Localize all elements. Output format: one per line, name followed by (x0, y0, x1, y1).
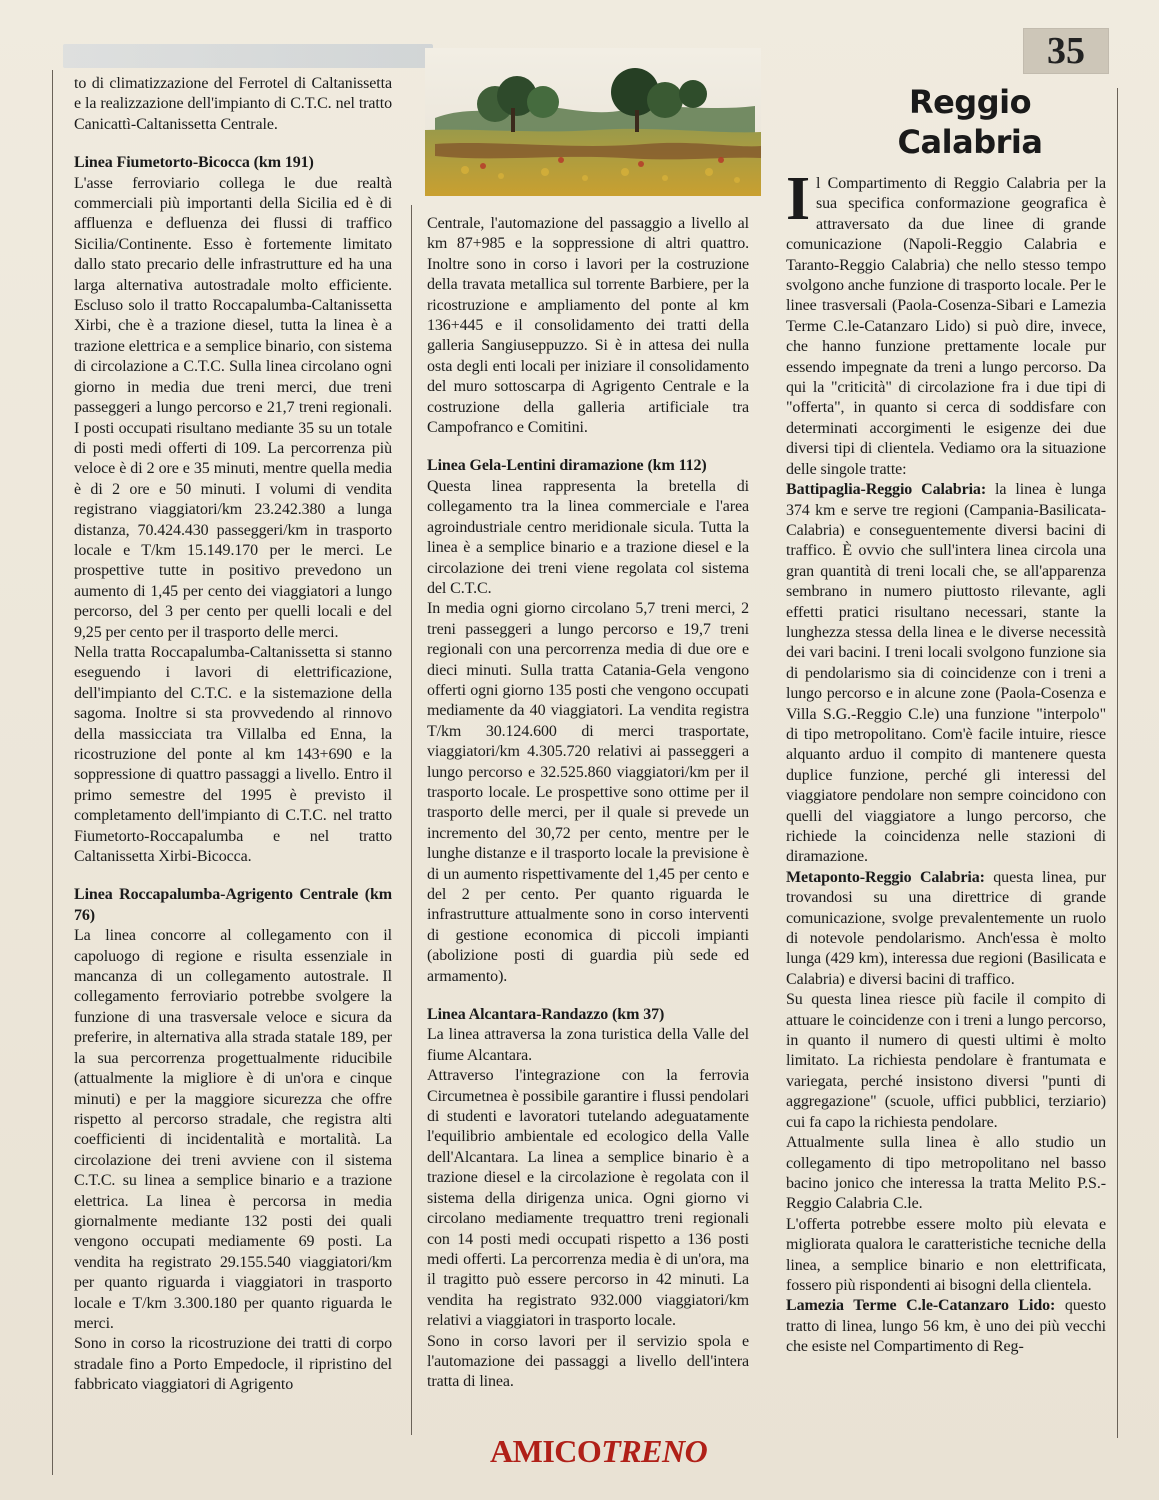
page-number: 35 (1023, 28, 1109, 74)
alcantara-paragraph-3: Sono in corso lavori per il servizio spola e l'automazione dei passaggi a livello dell'intera tratta di linea. (427, 1332, 749, 1391)
metaponto-paragraph (786, 868, 1106, 990)
magazine-brand (490, 1433, 708, 1470)
metaponto-paragraph-2: Su questa linea riesce più facile il compito di attuare le coincidenze con i treni a lungo percorso, in quanto il numero di questi ultimi è molto limitato. La richiesta pendolare è frantumata e variegata, perché insistono diversi "punti di aggregazione" (scuole, uffici pubblici, terziario) cui fa capo la richiesta pendolare. (786, 991, 1106, 1131)
roccapalumba-paragraph-1: La linea concorre al collegamento con il capoluogo di regione e risulta essenziale in mancanza di un collegamento autostrale. Il collegamento ferroviario potrebbe svolgere la funzione di una trasversale veloce e sicura da preferire, in alternativa alla strada statale 189, per la sua percorrenza progettualmente riducibile (attualmente la migliore è di un'ora e cinque minuti) e per la maggiore sicurezza che offre rispetto al percorso stradale, che registra alti coefficienti di incidentalità e mortalità. La circolazione dei treni avviene con il sistema C.T.C. su linea a semplice binario e a trazione elettrica. La linea è percorsa in media giornalmente mediante 132 posti dei quali vengono occupati mediamente 69 posti. La vendita ha registrato 29.155.540 viaggiatori/km per quanto riguarda i viaggiatori in trasporto locale e T/km 3.300.180 per quanto riguarda le merci. (74, 927, 392, 1332)
col3-intro (786, 165, 1106, 480)
roccapalumba-paragraph-2: Sono in corso la ricostruzione dei tratti di corpo stradale fino a Porto Empedocle, il ripristino del fabbricato viaggiatori di Agrigento (74, 1335, 392, 1394)
column-3 (786, 165, 1107, 1358)
landscape-illustration (425, 48, 761, 196)
lamezia-text: questo tratto di linea, lungo 56 km, è uno dei più vecchi che esiste nel Compartimento di Reg- (786, 1297, 1107, 1356)
section-heading-alcantara: Linea Alcantara-Randazzo (km 37) (427, 1006, 665, 1024)
column-2 (427, 214, 749, 1393)
col2-intro: Centrale, l'automazione del passaggio a livello al km 87+985 e la soppressione di altri quattro. Inoltre sono in corso i lavori per la costruzione della travata metallica sul torrente Barbiere, per la ricostruzione e ampliamento del ponte al km 136+445 e il consolidamento dei tratti della galleria Sangiuseppuzzo. Si è in attesa dei nulla osta degli enti locali per iniziare il consolidamento del muro sottoscarpa di Agrigento Centrale e la costruzione della galleria artificiale tra Campofranco e Comitini. (427, 215, 749, 437)
section-heading-roccapalumba: Linea Roccapalumba-Agrigento Centrale (km 76) (74, 886, 392, 924)
battipaglia-paragraph (786, 480, 1106, 868)
brand-part-b: TRENO (601, 1433, 708, 1469)
lamezia-paragraph (786, 1296, 1106, 1357)
alcantara-paragraph-1: La linea attraversa la zona turistica della Valle del fiume Alcantara. (427, 1026, 749, 1064)
left-rule (52, 70, 53, 1475)
section-title: Reggio Calabria (897, 83, 1043, 161)
metaponto-text: questa linea, pur trovandosi su una direttrice di grande comunicazione, svolge prevalentemente un ruolo di notevole pendolarismo. Anch'essa è molto lunga (429 km), interessa due regioni (Basilicata e Calabria) e diversi bacini di traffico. (786, 868, 1107, 988)
section-heading-gela-lentini: Linea Gela-Lentini diramazione (km 112) (427, 457, 707, 475)
drop-cap: I (786, 165, 811, 233)
col1-intro: to di climatizzazione del Ferrotel di Caltanissetta e la realizzazione dell'impianto di C.T.C. nel tratto Canicattì-Caltanissetta Centrale. (74, 75, 392, 133)
battipaglia-text: la linea è lunga 374 km e serve tre regioni (Campania-Basilicata-Calabria) e conseguentemente diversi bacini di traffico. È ovvio che sull'intera linea circola una gran quantità di treni locali che, se all'apparenza sembrano in numero piuttosto rilevante, agli effetti pratici risultano necessari, stante la lunghezza stessa della linea e le diverse necessità dei vari bacini. I treni locali svolgono funzione sia di pendolarismo sia di coincidenze con i treni a lungo percorso e in alcune zone (Paola-Cosenza e Villa S.G.-Reggio C.le) una funzione "interpolo" di tipo metropolitano. Com'è facile intuire, riesce alquanto arduo il compito di mantenere questa duplice funzione, perché gli interessi del viaggiatore pendolare non sempre coincidono con quelli del viaggiatore a lungo percorso, che richiede la coincidenza nelle stazioni di diramazione. (786, 481, 1107, 866)
gela-paragraph-1: Questa linea rappresenta la bretella di collegamento tra la linea commerciale e l'area agroindustriale centro meridionale sicula. Tutta la linea è a semplice binario e a trazione diesel e la circolazione dei treni viene regolata col sistema del C.T.C. (427, 477, 749, 597)
lamezia-lead: Lamezia Terme C.le-Catanzaro Lido: (786, 1297, 1056, 1315)
gela-paragraph-2: In media ogni giorno circolano 5,7 treni merci, 2 treni passeggeri a lungo percorso e 19,7 treni regionali con una percorrenza media di due ore e dieci minuti. Sulla tratta Catania-Gela vengono offerti ogni giorno 135 posti che vengono occupati mediamente da 40 viaggiatori. La vendita registra T/km 30.124.600 di merci trasportate, viaggiatori/km 4.305.720 relativi ai passeggeri a lungo percorso e 32.525.860 viaggiatori/km per il trasporto locale. Le prospettive sono ottime per il trasporto delle merci, per il quale si prevede un incremento del 30,72 per cento, mentre per le lunghe distanze e il trasporto locale la previsione è di un aumento rispettivamente del 1,45 per cento e del 2 per cento. Per quanto riguarda le infrastrutture attualmente sono in corso interventi di gestione economica di piccoli impianti (abolizione posti di guardia più sede ed armamento). (427, 600, 749, 985)
metaponto-paragraph-4: L'offerta potrebbe essere molto più elevata e migliorata qualora le caratteristiche tecniche della linea, a semplice binario e non elettrificata, fossero più rispondenti ai bisogni della clientela. (786, 1215, 1106, 1294)
metaponto-paragraph-3: Attualmente sulla linea è allo studio un collegamento di tipo metropolitano nel basso bacino jonico che interessa la tratta Melito P.S.-Reggio Calabria C.le. (786, 1134, 1106, 1213)
middle-rule (411, 205, 412, 1435)
alcantara-paragraph-2: Attraverso l'integrazione con la ferrovia Circumetnea è possibile garantire i flussi pendolari di studenti e lavoratori tutelando adeguatamente l'equilibrio ambientale ed ecologico della Valle dell'Alcantara. La linea a semplice binario è a trazione diesel e la circolazione è regolata con il sistema della dirigenza unica. Ogni giorno vi circolano mediamente trequattro treni regionali con 14 posti medi occupati rispetto a 136 posti medi offerti. La percorrenza media è di un'ora, ma il tragitto può essere percorso in 42 minuti. La vendita ha registrato 932.000 viaggiatori/km relativi a viaggiatori in trasporto locale. (427, 1067, 749, 1330)
header-band (63, 44, 433, 68)
section-heading-fiumetorto: Linea Fiumetorto-Bicocca (km 191) (74, 154, 314, 172)
brand-part-a: AMICO (490, 1433, 602, 1469)
column-1 (74, 74, 392, 1396)
fiumetorto-paragraph-2: Nella tratta Roccapalumba-Caltanissetta si stanno eseguendo i lavori di elettrificazione, dell'impianto del C.T.C. e la sistemazione della sagoma. Inoltre si sta provvedendo al rinnovo della massicciata tra Villalba ed Enna, la ricostruzione del ponte al km 143+690 e la soppressione di quattro passaggi a livello. Entro il primo semestre del 1995 è previsto il completamento dell'impianto di C.T.C. nel tratto Fiumetorto-Roccapalumba e nel tratto Caltanissetta Xirbi-Bicocca. (74, 643, 392, 866)
fiumetorto-paragraph-1: L'asse ferroviario collega le due realtà commerciali più importanti della Sicilia ed è di affluenza e defluenza dei flussi di traffico Sicilia/Continente. Esso è fortemente limitato dallo stato precario delle infrastrutture ed ha una larga alternativa autostradale molto efficiente. Escluso solo il tratto Roccapalumba-Caltanissetta Xirbi, che è a trazione diesel, tutta la linea è a trazione elettrica e a semplice binario, con sistema di circolazione a C.T.C. Sulla linea circolano ogni giorno in media due treni merci, due treni passeggeri a lungo percorso e 21,7 treni regionali. I posti occupati risultano mediante 35 su un totale di posti medi offerti di 109. La percorrenza più veloce è di 2 ore e 35 minuti, mentre quella media è di 2 ore e 50 minuti. I volumi di vendita registrano viaggiatori/km 23.242.380 a lunga distanza, 70.424.430 passeggeri/km in trasporto locale e T/km 15.149.170 per le merci. Le prospettive tutte in positivo prevedono un aumento di 1,45 per cento dei viaggiatori a lungo percorso, del 3 per cento per quelli locali e del 9,25 per cento per il trasporto delle merci. (74, 174, 392, 641)
battipaglia-lead: Battipaglia-Reggio Calabria: (786, 481, 987, 499)
right-rule (1117, 88, 1118, 1438)
metaponto-lead: Metaponto-Reggio Calabria: (786, 868, 985, 886)
col3-intro-text: l Compartimento di Reggio Calabria per la sua specifica conformazione geografica è attraversato da due linee di grande comunicazione (Napoli-Reggio Calabria e Taranto-Reggio Calabria) che nello stesso tempo svolgono anche funzione di trasporto locale. Per le linee trasversali (Paola-Cosenza-Sibari e Lamezia Terme C.le-Catanzaro Lido) si può dire, invece, che hanno funzione prettamente locale pur essendo impegnate da treni a lungo percorso. Da qui la "criticità" di circolazione fra i due tipi di "offerta", in quanto si cerca di soddisfare con determinati accorgimenti le esigenze dei due diversi tipi di clientela. Vediamo ora la situazione delle singole tratte: (786, 175, 1106, 478)
